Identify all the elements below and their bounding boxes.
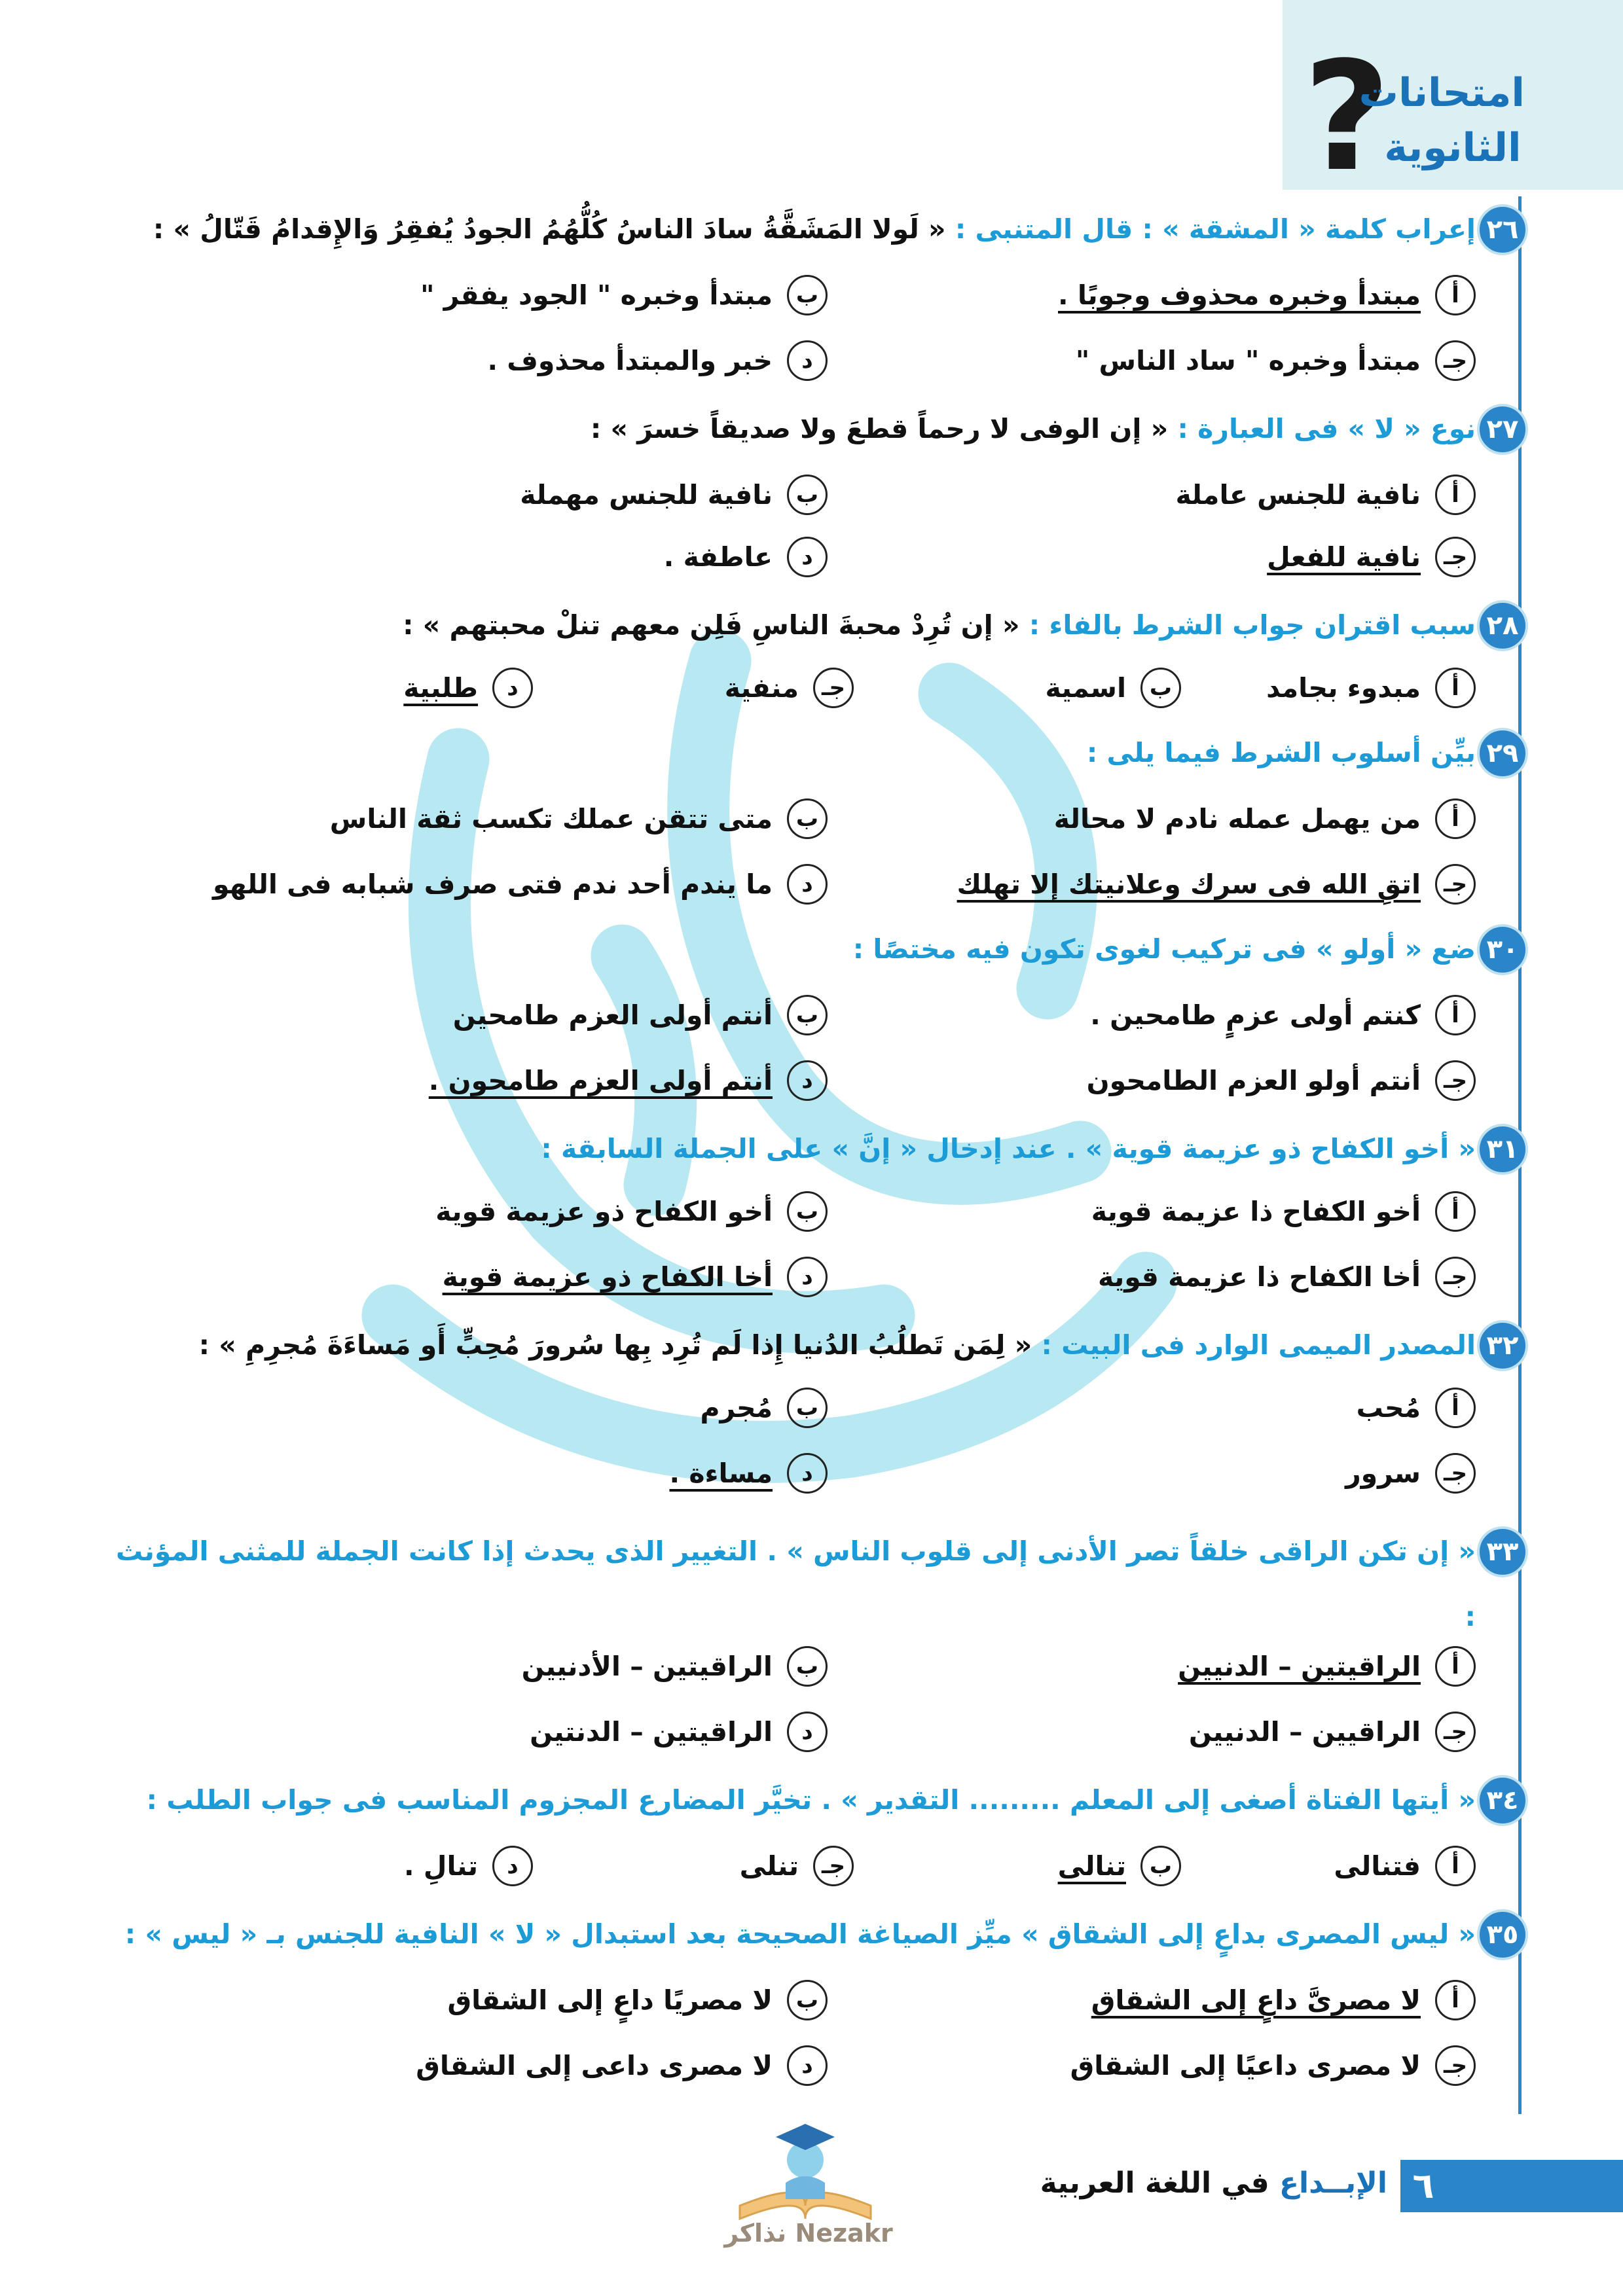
option-letter: أ (1435, 275, 1476, 315)
option-c[interactable] (740, 1846, 854, 1886)
option-letter: أ (1435, 1388, 1476, 1428)
question-30 (107, 929, 1519, 969)
question-34 (107, 1780, 1519, 1820)
option-d[interactable] (213, 864, 828, 905)
option-text: مبدوء بجامد (1266, 672, 1421, 704)
option-letter: ب (787, 798, 828, 839)
option-letter: جـ (1435, 1453, 1476, 1494)
option-letter: جـ (1435, 1712, 1476, 1752)
option-letter: جـ (813, 1846, 854, 1886)
option-b[interactable] (1046, 668, 1181, 708)
option-letter: جـ (1435, 340, 1476, 381)
option-letter: د (787, 864, 828, 905)
option-text: مبتدأ وخبره " ساد الناس " (1075, 345, 1421, 376)
option-d[interactable] (669, 1453, 828, 1494)
option-text: لا مصرى داعيًا إلى الشقاق (1070, 2050, 1421, 2081)
option-a[interactable] (1058, 275, 1476, 315)
option-text: أنتم أولى العزم طامحين (452, 999, 773, 1031)
logo-text: Nezakr نذاكر (724, 2219, 893, 2248)
option-c[interactable] (1070, 2045, 1476, 2086)
header-line1: امتحانات (1359, 70, 1525, 116)
option-a[interactable] (1334, 1846, 1476, 1886)
option-letter: د (787, 1712, 828, 1752)
question-26 (107, 209, 1519, 249)
options-row (107, 1712, 1476, 1770)
question-27 (107, 409, 1519, 448)
option-text: أخو الكفاح ذو عزيمة قوية (435, 1196, 773, 1227)
option-c[interactable] (1076, 340, 1476, 381)
question-number: ٢٦ (1477, 204, 1528, 255)
footer-title-subject: في اللغة العربية (1040, 2166, 1269, 2200)
option-text: سرور (1345, 1458, 1421, 1489)
option-text: مساءة . (669, 1458, 773, 1489)
options-row (107, 1453, 1476, 1512)
options-row (107, 475, 1476, 533)
option-a[interactable] (1175, 475, 1476, 515)
option-text: نافية للجنس مهملة (520, 479, 773, 511)
option-b[interactable] (520, 475, 828, 515)
option-text: نافية للجنس عاملة (1175, 479, 1421, 511)
question-stem-text: « لَولا المَشَقَّةُ سادَ الناسُ كُلُّهُمُ الجودُ يُفقِرُ وَالإِقدامُ قَتّالُ » : (153, 213, 946, 245)
option-text: أخا الكفاح ذو عزيمة قوية (442, 1261, 773, 1293)
options-row (107, 1257, 1476, 1316)
option-letter: د (787, 1060, 828, 1101)
option-c[interactable] (1267, 537, 1476, 577)
option-text: أنتم أولو العزم الطامحون (1086, 1065, 1421, 1096)
options-row (107, 864, 1476, 923)
option-letter: جـ (1435, 537, 1476, 577)
option-letter: د (787, 1453, 828, 1494)
option-d[interactable] (403, 668, 533, 708)
question-number: ٣٤ (1477, 1775, 1528, 1826)
option-letter: أ (1435, 1646, 1476, 1687)
option-letter: جـ (1435, 2045, 1476, 2086)
option-b[interactable] (1058, 1846, 1181, 1886)
option-letter: أ (1435, 995, 1476, 1035)
option-letter: جـ (1435, 1257, 1476, 1297)
option-text: الراقيتين – الأدنيين (521, 1651, 773, 1682)
question-stem-label: نوع « لا » فى العبارة : (1177, 413, 1476, 444)
option-text: طلبية (403, 672, 478, 704)
option-text: أخا الكفاح ذا عزيمة قوية (1097, 1261, 1421, 1293)
option-letter: أ (1435, 1191, 1476, 1232)
question-stem-label: « ليس المصرى بداعٍ إلى الشقاق » ميِّز الصياغة الصحيحة بعد استبدال « لا » النافية للجنس بـ « ليس » : (124, 1918, 1476, 1950)
option-text: ما يندم أحد ندم فتى صرف شبابه فى اللهو (212, 869, 773, 900)
option-b[interactable] (420, 275, 828, 315)
option-a[interactable] (1091, 1191, 1476, 1232)
option-letter: أ (1435, 475, 1476, 515)
option-text: عاطفة . (663, 541, 773, 573)
option-text: أخو الكفاح ذا عزيمة قوية (1091, 1196, 1421, 1227)
question-stem-label: « أيتها الفتاة أصغى إلى المعلم ......... التقدير » . تخيَّر المضارع المجزوم المناسب فى جواب الطلب : (146, 1784, 1476, 1816)
option-letter: جـ (1435, 1060, 1476, 1101)
options-row (107, 275, 1476, 334)
option-text: لا مصرى داعى إلى الشقاق (416, 2050, 773, 2081)
question-number: ٣٣ (1477, 1526, 1528, 1577)
options-row (107, 1646, 1476, 1705)
option-letter: أ (1435, 798, 1476, 839)
option-letter: د (492, 668, 533, 708)
option-d[interactable] (429, 1060, 828, 1101)
question-stem-text: « لِمَن تَطلُبُ الدُنيا إِذا لَم تُرِد بِها سُرورَ مُحِبٍّ أَو مَساءَةَ مُجرِمِ » : (198, 1329, 1032, 1361)
options-row (107, 340, 1476, 399)
option-c[interactable] (1189, 1712, 1476, 1752)
option-c[interactable] (725, 668, 854, 708)
page-number: ٦ (1412, 2165, 1434, 2206)
option-letter: أ (1435, 1846, 1476, 1886)
question-number: ٣١ (1477, 1124, 1528, 1175)
option-text: تنالى (1057, 1850, 1126, 1882)
options-row (107, 2045, 1476, 2104)
option-text: لا مصرىَّ داعٍ إلى الشقاق (1091, 1984, 1421, 2016)
option-d[interactable] (487, 340, 828, 381)
option-text: تنلى (739, 1850, 799, 1882)
option-letter: ب (787, 275, 828, 315)
question-31 (107, 1129, 1519, 1168)
question-mark-icon: ? (1303, 30, 1391, 205)
options-row (107, 1060, 1476, 1119)
option-text: الراقيتين – الدنيين (1178, 1651, 1421, 1682)
option-letter: د (492, 1846, 533, 1886)
option-b[interactable] (330, 798, 828, 839)
option-letter: جـ (1435, 864, 1476, 905)
question-number: ٢٨ (1477, 600, 1528, 651)
question-number: ٢٩ (1477, 728, 1528, 779)
option-letter: ب (787, 1980, 828, 2020)
option-a[interactable] (1357, 1388, 1476, 1428)
option-text: نافية للفعل (1267, 541, 1421, 573)
question-number: ٣٥ (1477, 1909, 1528, 1960)
options-row (107, 537, 1476, 596)
option-text: من يهمل عمله نادم لا محالة (1053, 803, 1421, 834)
option-b[interactable] (435, 1191, 828, 1232)
option-a[interactable] (1054, 798, 1476, 839)
option-text: اسمية (1045, 672, 1126, 704)
footer-title-brand: الإبــداع (1279, 2166, 1387, 2200)
option-a[interactable] (1090, 995, 1476, 1035)
option-text: منفية (724, 672, 799, 704)
option-text: متى تتقن عملك تكسب ثقة الناس (329, 803, 773, 834)
option-letter: أ (1435, 668, 1476, 708)
options-row (107, 1388, 1476, 1446)
option-c[interactable] (1098, 1257, 1476, 1297)
options-row (107, 995, 1476, 1054)
option-c[interactable] (1087, 1060, 1476, 1101)
question-stem-label: بيِّن أسلوب الشرط فيما يلى : (1086, 737, 1476, 768)
option-c[interactable] (957, 864, 1476, 905)
question-stem-label: « إن تكن الراقى خلقاً تصر الأدنى إلى قلوب الناس » . التغيير الذى يحدث إذا كانت الجملة للمثنى المؤنث : (116, 1535, 1476, 1632)
option-text: فتنالى (1334, 1850, 1421, 1882)
option-b[interactable] (701, 1388, 828, 1428)
question-stem-label: إعراب كلمة « المشقة » : قال المتنبى : (955, 213, 1476, 245)
option-letter: ب (787, 1388, 828, 1428)
option-d[interactable] (416, 2045, 828, 2086)
option-b[interactable] (453, 995, 828, 1035)
option-c[interactable] (1345, 1453, 1476, 1494)
option-a[interactable] (1091, 1980, 1476, 2020)
option-text: خبر والمبتدأ محذوف . (487, 345, 773, 376)
option-text: لا مصريًا داعٍ إلى الشقاق (447, 1984, 773, 2016)
options-row (107, 668, 1476, 726)
footer-title (1040, 2166, 1387, 2200)
option-letter: ب (787, 995, 828, 1035)
option-letter: د (787, 1257, 828, 1297)
option-letter: د (787, 537, 828, 577)
option-text: مُجرم (700, 1392, 773, 1424)
option-text: كنتم أولى عزمٍ طامحين . (1090, 999, 1421, 1031)
options-row (107, 1191, 1476, 1250)
option-letter: ب (1140, 668, 1181, 708)
option-letter: ب (787, 1646, 828, 1687)
question-32 (107, 1325, 1519, 1365)
option-b[interactable] (522, 1646, 828, 1687)
header-title (1359, 65, 1525, 175)
option-text: تنالِ . (404, 1850, 478, 1882)
option-letter: أ (1435, 1980, 1476, 2020)
option-letter: د (787, 340, 828, 381)
option-letter: د (787, 2045, 828, 2086)
option-letter: ب (1140, 1846, 1181, 1886)
option-letter: ب (787, 1191, 828, 1232)
question-stem-label: المصدر الميمى الوارد فى البيت : (1041, 1329, 1476, 1361)
question-stem-label: ضع « أولو » فى تركيب لغوى تكون فيه مختصًا : (852, 933, 1476, 965)
option-text: أنتم أولى العزم طامحون . (428, 1065, 773, 1096)
question-33 (107, 1518, 1519, 1649)
options-row (107, 1980, 1476, 2039)
options-row (107, 798, 1476, 857)
option-text: مبتدأ وخبره " الجود يفقر " (420, 279, 773, 311)
question-stem-text: « إن تُرِدْ محبةَ الناسِ فَلِن معهم تنلْ محبتهم » : (403, 609, 1020, 641)
question-28 (107, 605, 1519, 645)
option-a[interactable] (1178, 1646, 1476, 1687)
question-stem-label: سبب اقتران جواب الشرط بالفاء : (1029, 609, 1476, 641)
options-row (107, 1846, 1476, 1905)
option-text: الراقيين – الدنيين (1188, 1716, 1421, 1748)
question-number: ٣٢ (1477, 1320, 1528, 1371)
question-number: ٢٧ (1477, 404, 1528, 455)
option-a[interactable] (1266, 668, 1476, 708)
option-letter: جـ (813, 668, 854, 708)
option-text: الراقيتين – الدنتين (530, 1716, 773, 1748)
option-text: مُحب (1356, 1392, 1421, 1424)
option-text: اتقِ الله فى سرك وعلانيتك إلا تهلك (957, 869, 1421, 900)
question-29 (107, 733, 1519, 772)
option-d[interactable] (530, 1712, 828, 1752)
option-b[interactable] (448, 1980, 828, 2020)
option-text: مبتدأ وخبره محذوف وجوبًا . (1057, 279, 1421, 311)
question-stem-text: « إن الوفى لا رحماً قطعَ ولا صديقاً خسرَ » : (590, 413, 1169, 444)
question-35 (107, 1914, 1519, 1954)
option-d[interactable] (404, 1846, 533, 1886)
option-d[interactable] (664, 537, 828, 577)
option-d[interactable] (443, 1257, 828, 1297)
header-line2: الثانوية (1384, 125, 1522, 171)
option-letter: ب (787, 475, 828, 515)
question-stem-label: « أخو الكفاح ذو عزيمة قوية » . عند إدخال « إنَّ » على الجملة السابقة : (541, 1133, 1476, 1164)
question-number: ٣٠ (1477, 924, 1528, 975)
